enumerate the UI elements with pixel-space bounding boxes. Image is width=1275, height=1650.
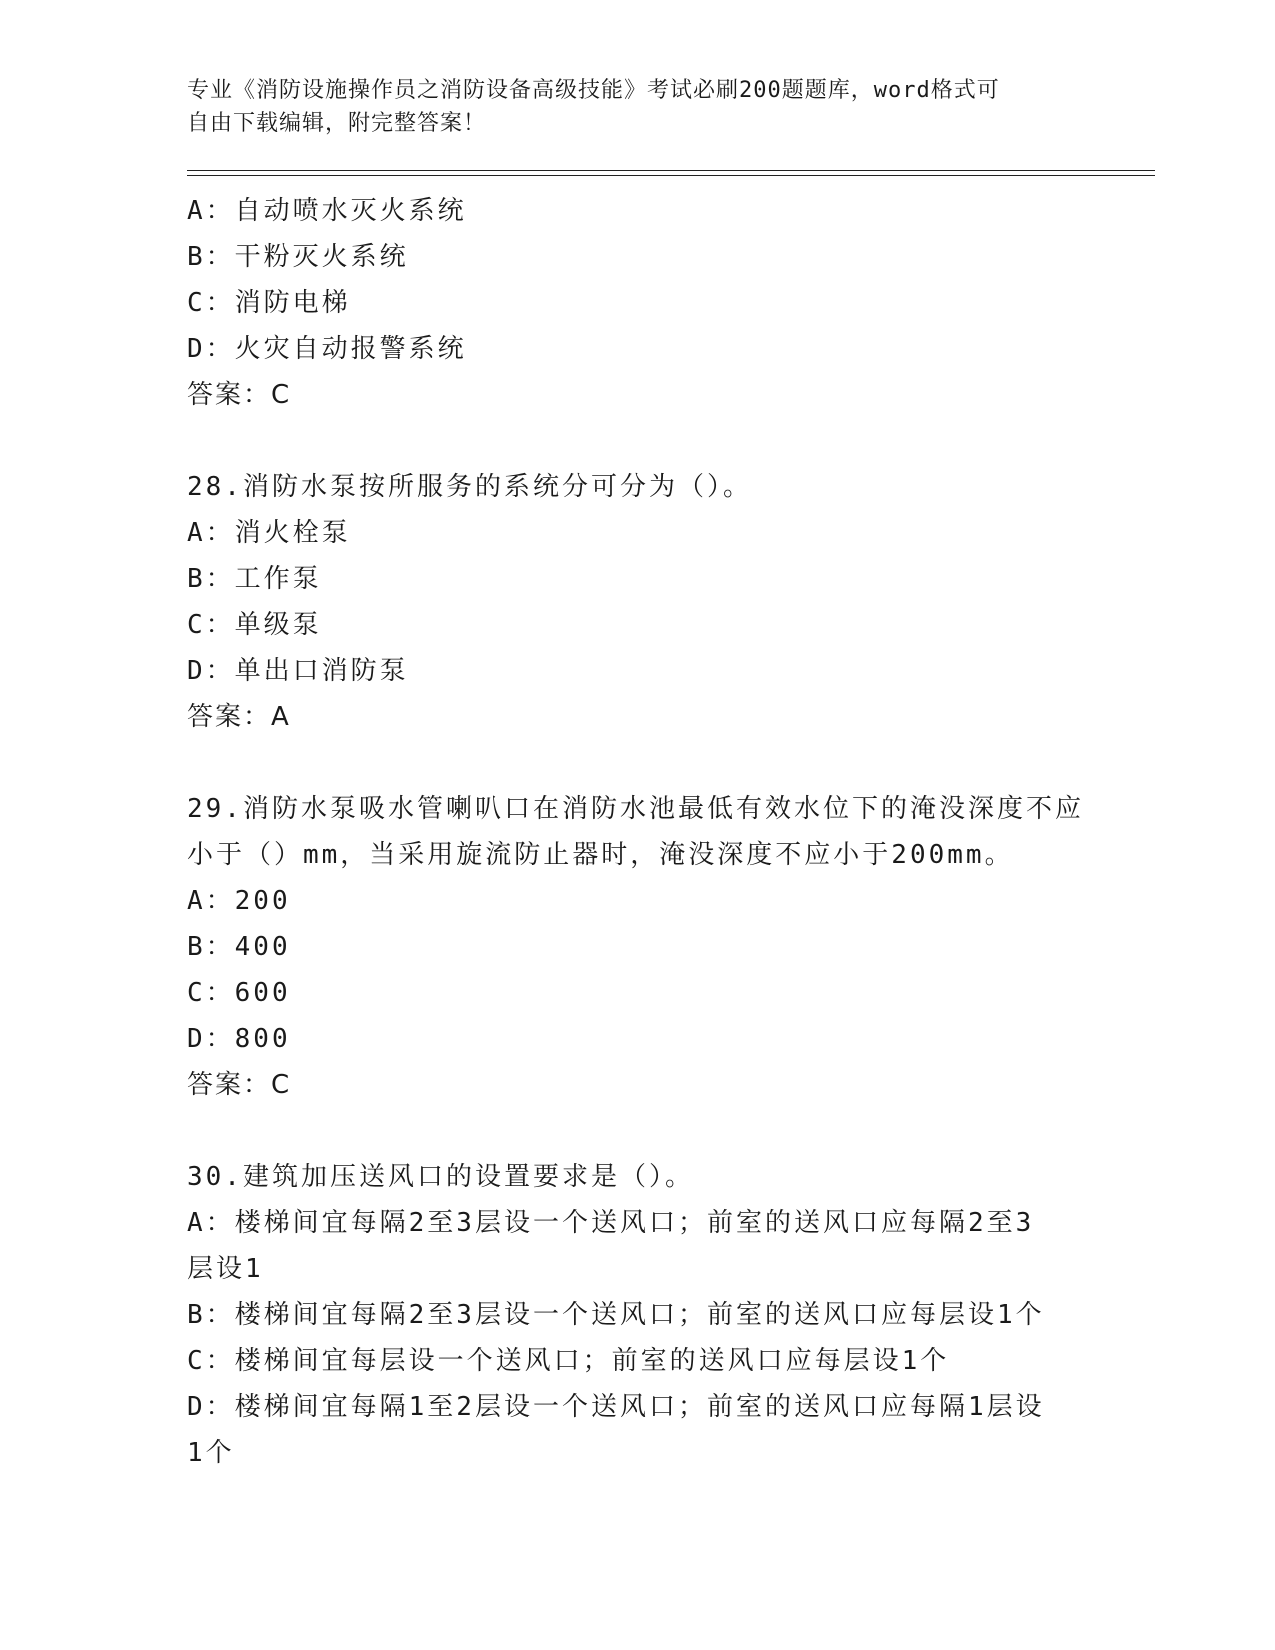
option-b: B：工作泵 <box>187 564 322 594</box>
option-d: D：单出口消防泵 <box>187 656 409 686</box>
header-rule-top <box>187 170 1155 171</box>
question-stem: 30.建筑加压送风口的设置要求是（）。 <box>187 1162 694 1192</box>
question-27 <box>187 188 1087 418</box>
question-stem-line-1: 29.消防水泵吸水管喇叭口在消防水池最低有效水位下的淹没深度不应 <box>187 794 1084 824</box>
option-d-line-1: D：楼梯间宜每隔1至2层设一个送风口；前室的送风口应每隔1层设 <box>187 1392 1045 1422</box>
question-30 <box>187 1154 1087 1476</box>
header-line-1: 专业《消防设施操作员之消防设备高级技能》考试必刷200题题库，word格式可 <box>187 78 1000 103</box>
option-a-line-1: A：楼梯间宜每隔2至3层设一个送风口；前室的送风口应每隔2至3 <box>187 1208 1035 1238</box>
question-stem: 28.消防水泵按所服务的系统分可分为（）。 <box>187 472 752 502</box>
question-list <box>187 188 1087 1476</box>
question-28 <box>187 464 1087 740</box>
question-29 <box>187 786 1087 1108</box>
option-a: A：消火栓泵 <box>187 518 351 548</box>
option-b: B：楼梯间宜每隔2至3层设一个送风口；前室的送风口应每层设1个 <box>187 1300 1045 1330</box>
option-c: C：600 <box>187 978 291 1008</box>
option-d: D：火灾自动报警系统 <box>187 334 467 364</box>
question-stem-line-2: 小于（）mm，当采用旋流防止器时，淹没深度不应小于200mm。 <box>187 840 1014 870</box>
option-a: A：自动喷水灭火系统 <box>187 196 467 226</box>
header-rule-bottom <box>187 175 1155 176</box>
option-a-line-2: 层设1 <box>187 1254 264 1284</box>
spacer <box>187 418 1087 464</box>
option-c: C：楼梯间宜每层设一个送风口；前室的送风口应每层设1个 <box>187 1346 950 1376</box>
option-b: B：400 <box>187 932 291 962</box>
option-d: D：800 <box>187 1024 291 1054</box>
spacer <box>187 740 1087 786</box>
answer-label: 答案：C <box>187 380 292 410</box>
answer-label: 答案：A <box>187 702 291 732</box>
spacer <box>187 1108 1087 1154</box>
document-header <box>187 74 1087 140</box>
option-c: C：消防电梯 <box>187 288 351 318</box>
option-c: C：单级泵 <box>187 610 322 640</box>
option-b: B：干粉灭火系统 <box>187 242 409 272</box>
answer-label: 答案：C <box>187 1070 292 1100</box>
option-a: A：200 <box>187 886 291 916</box>
option-d-line-2: 1个 <box>187 1438 235 1468</box>
header-line-2: 自由下载编辑，附完整答案！ <box>187 111 487 136</box>
